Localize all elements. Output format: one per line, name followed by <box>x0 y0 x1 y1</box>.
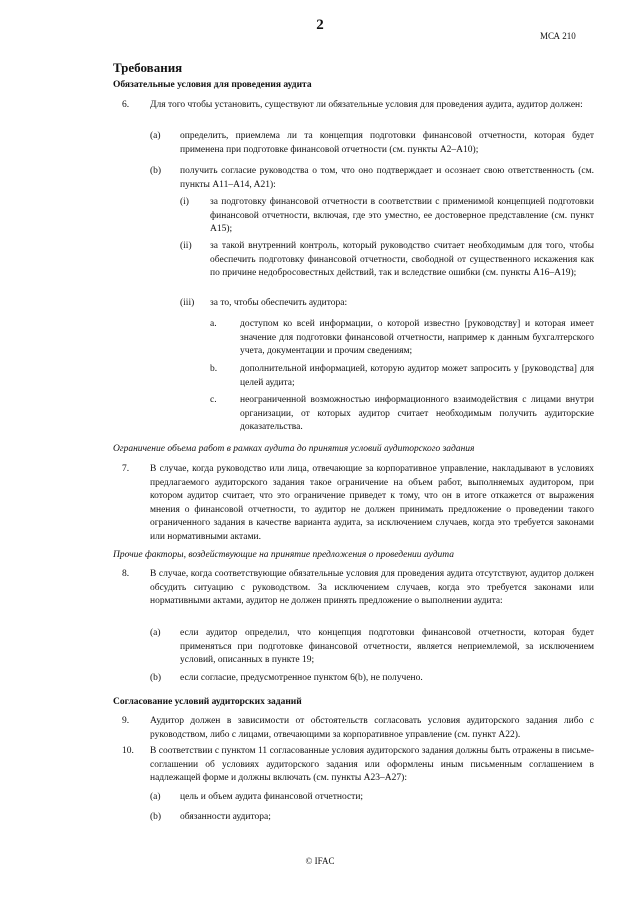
para-7-number: 7. <box>122 464 130 474</box>
para-6b-text: получить согласие руководства о том, что оно подтверждает и осознает свою ответственность (см. пункты A11–A14, A21): <box>180 166 594 190</box>
heading-agreeing-terms: Согласование условий аудиторских заданий <box>113 697 302 707</box>
para-8a-text: если аудитор определил, что концепция подготовки финансовой отчетности, которая будет применяться при подготовке финансовой отчетности, является неприемлемой, за исключением условий, описанных в пункте 19; <box>180 628 594 665</box>
para-6bi-text: за подготовку финансовой отчетности в соответствии с применимой концепцией подготовки финансовой отчетности, включая, где это уместно, ее достоверное представление (см. пункт A15); <box>210 197 594 234</box>
para-6biii-a-text: доступом ко всей информации, о которой известно [руководству] и которая имеет значение для подготовки финансовой отчетности, например к данным бухгалтерского учета, документации и прочим сведениям; <box>240 319 594 356</box>
para-8b-label: (b) <box>150 673 162 683</box>
para-10a-text: цель и объем аудита финансовой отчетности; <box>180 792 364 802</box>
heading-preconditions: Обязательные условия для проведения аудита <box>113 80 312 90</box>
para-8-number: 8. <box>122 569 130 579</box>
section-title: Требования <box>113 60 183 75</box>
para-6a-label: (a) <box>150 131 161 141</box>
para-6biii-label: (iii) <box>180 298 195 308</box>
para-6-text: Для того чтобы установить, существуют ли обязательные условия для проведения аудита, аудитор должен: <box>150 100 583 110</box>
para-6biii-c-label: c. <box>210 395 217 405</box>
copyright-footer: © IFAC <box>305 856 335 866</box>
para-6a-text: определить, приемлема ли та концепция подготовки финансовой отчетности, которая будет применена при подготовке финансовой отчетности (см. пункты A2–A10); <box>180 131 594 155</box>
para-9-text: Аудитор должен в зависимости от обстоятельств согласовать условия аудиторского задания либо с руководством, либо с лицами, отвечающими за корпоративное управление (см. пункт A22). <box>150 716 594 740</box>
para-10b-text: обязанности аудитора; <box>180 812 271 822</box>
heading-other-factors: Прочие факторы, воздействующие на принятие предложения о проведении аудита <box>113 550 455 560</box>
para-6biii-b-label: b. <box>210 364 218 374</box>
standard-code: МСА 210 <box>540 31 576 41</box>
para-6biii-b-text: дополнительной информацией, которую аудитор может запросить у [руководства] для целей аудита; <box>240 364 594 388</box>
para-6biii-c-text: неограниченной возможностью информационного взаимодействия с лицами внутри организации, от которых аудитор считает необходимым получить аудиторские доказательства. <box>240 395 594 432</box>
para-6b-label: (b) <box>150 166 162 176</box>
para-10a-label: (a) <box>150 792 161 802</box>
para-8-text: В случае, когда соответствующие обязательные условия для проведения аудита отсутствуют, аудитор должен обсудить ситуацию с руководством. За исключением случаев, когда это требуется законами или нормативными актами, аудитор не должен принять предложение о выполнении аудита: <box>150 569 594 606</box>
para-10b-label: (b) <box>150 812 162 822</box>
para-6bi-label: (i) <box>180 197 189 207</box>
para-8a-label: (a) <box>150 628 161 638</box>
para-8b-text: если согласие, предусмотренное пунктом 6(b), не получено. <box>180 673 423 683</box>
heading-scope-limitation: Ограничение объема работ в рамках аудита до принятия условий аудиторского задания <box>113 444 475 454</box>
para-9-number: 9. <box>122 716 130 726</box>
para-10-number: 10. <box>122 746 134 756</box>
para-6bii-label: (ii) <box>180 241 192 251</box>
para-10-text: В соответствии с пунктом 11 согласованные условия аудиторского задания должны быть отражены в письме-соглашении об условиях аудиторского задания или оформлены иным письменным соглашением в надлежащей форме и должны включать (см. пункты A23–A27): <box>150 746 594 783</box>
page-number: 2 <box>316 17 324 33</box>
para-7-text: В случае, когда руководство или лица, отвечающие за корпоративное управление, накладывают в условиях предлагаемого аудиторского задания такое ограничение на объем работ, выполняемых аудитором, при котором аудитор считает, что это ограничение приведет к тому, что он в итоге откажется от выражения мнения о финансовой отчетности, то аудитор не должен принимать предложение о проведении такого ограниченного задания в качестве варианта аудита, за исключением случаев, когда это требуется законами или нормативными актами. <box>150 464 594 542</box>
para-6biii-text: за то, чтобы обеспечить аудитора: <box>210 298 348 308</box>
para-6-number: 6. <box>122 100 130 110</box>
para-6biii-a-label: a. <box>210 319 217 329</box>
para-6bii-text: за такой внутренний контроль, который руководство считает необходимым для того, чтобы обеспечить подготовку финансовой отчетности, свободной от существенного искажения как по причине недобросовестных действий, так и вследствие ошибки (см. пункты A16–A19); <box>210 241 594 278</box>
